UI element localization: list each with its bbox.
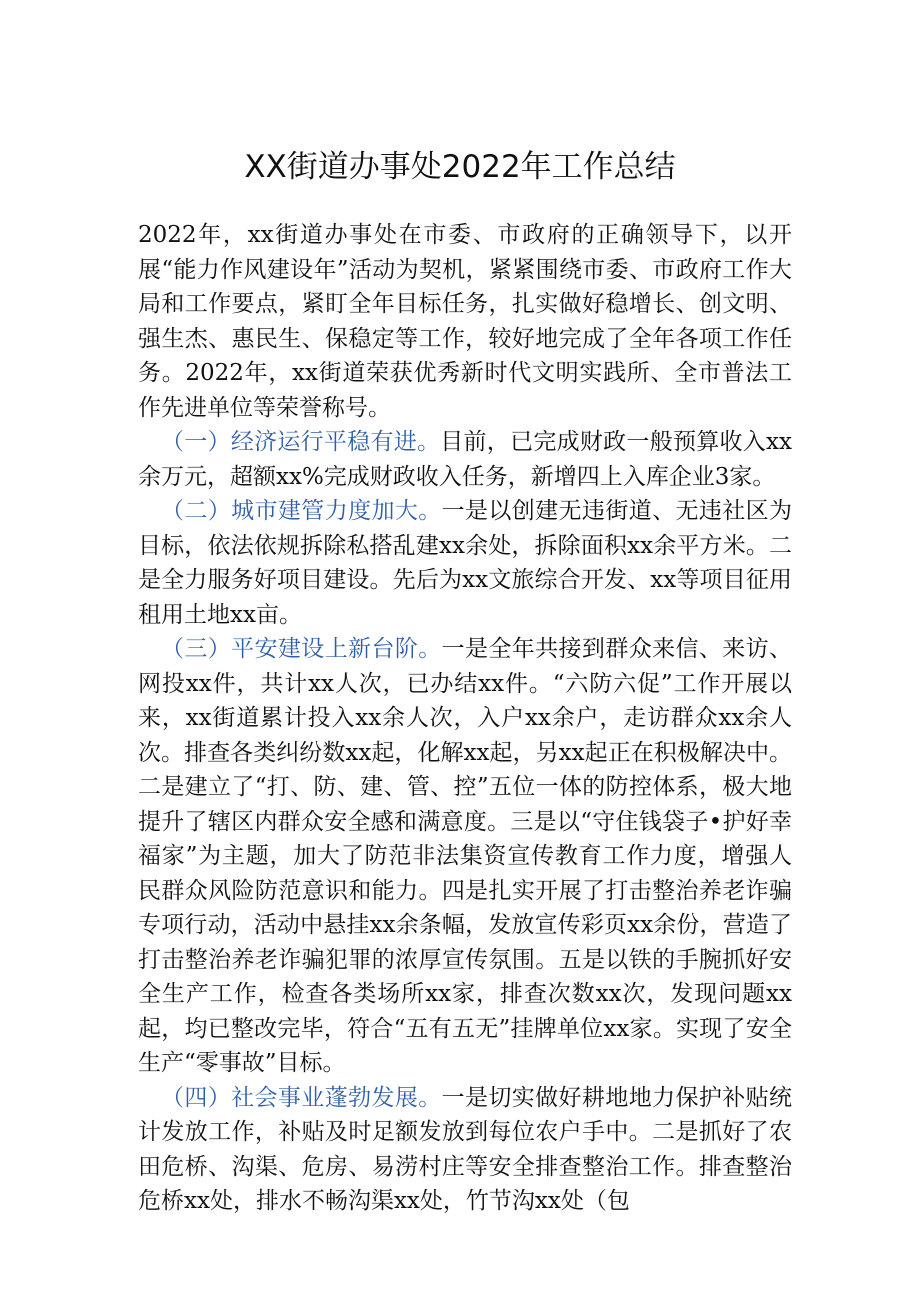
section-paragraph-economy [138, 425, 792, 494]
section-heading-safety: （三）平安建设上新台阶。 [161, 636, 442, 662]
section-paragraph-urban [138, 494, 792, 632]
section-text-safety: 一是全年共接到群众来信、来访、网投xx件，共计xx人次，已办结xx件。“六防六促”工作开展以来，xx街道累计投入xx余人次，入户xx余户，走访群众xx余人次。排查各类纠纷数xx起，化解xx起，另xx起正在积极解决中。二是建立了“打、防、建、管、控”五位一体的防控体系，极大地提升了辖区内群众安全感和满意度。三是以“守住钱袋子•护好幸福家”为主题，加大了防范非法集资宣传教育工作力度，增强人民群众风险防范意识和能力。四是扎实开展了打击整治养老诈骗专项行动，活动中悬挂xx余条幅，发放宣传彩页xx余份，营造了打击整治养老诈骗犯罪的浓厚宣传氛围。五是以铁的手腕抓好安全生产工作，检查各类场所xx家，排查次数xx次，发现问题xx起，均已整改完毕，符合“五有五无”挂牌单位xx家。实现了安全生产“零事故”目标。 [138, 636, 793, 1076]
section-paragraph-safety [138, 632, 792, 1081]
document-title: XX街道办事处2022年工作总结 [244, 149, 676, 185]
section-text-social: 一是切实做好耕地地力保护补贴统计发放工作，补贴及时足额发放到每位农户手中。二是抓好了农田危桥、沟渠、危房、易涝村庄等安全排查整治工作。排查整治危桥xx处，排水不畅沟渠xx处，竹节沟xx处（包 [138, 1084, 793, 1214]
section-text-urban: 一是以创建无违街道、无违社区为目标，依法依规拆除私搭乱建xx余处，拆除面积xx余平方米。二是全力服务好项目建设。先后为xx文旅综合开发、xx等项目征用租用土地xx亩。 [138, 498, 793, 628]
section-heading-urban: （二）城市建管力度加大。 [161, 498, 442, 524]
section-paragraph-social [138, 1081, 792, 1219]
section-text-economy: 目前，已完成财政一般预算收入xx余万元，超额xx%完成财政收入任务，新增四上入库企业3家。 [138, 429, 793, 490]
document-body [138, 218, 792, 1219]
section-heading-economy: （一）经济运行平稳有进。 [161, 429, 441, 455]
intro-paragraph: 2022年，xx街道办事处在市委、市政府的正确领导下，以开展“能力作风建设年”活动为契机，紧紧围绕市委、市政府工作大局和工作要点，紧盯全年目标任务，扎实做好稳增长、创文明、强生杰、惠民生、保稳定等工作，较好地完成了全年各项工作任务。2022年，xx街道荣获优秀新时代文明实践所、全市普法工作先进单位等荣誉称号。 [138, 222, 792, 421]
section-heading-social: （四）社会事业蓬勃发展。 [161, 1084, 442, 1111]
